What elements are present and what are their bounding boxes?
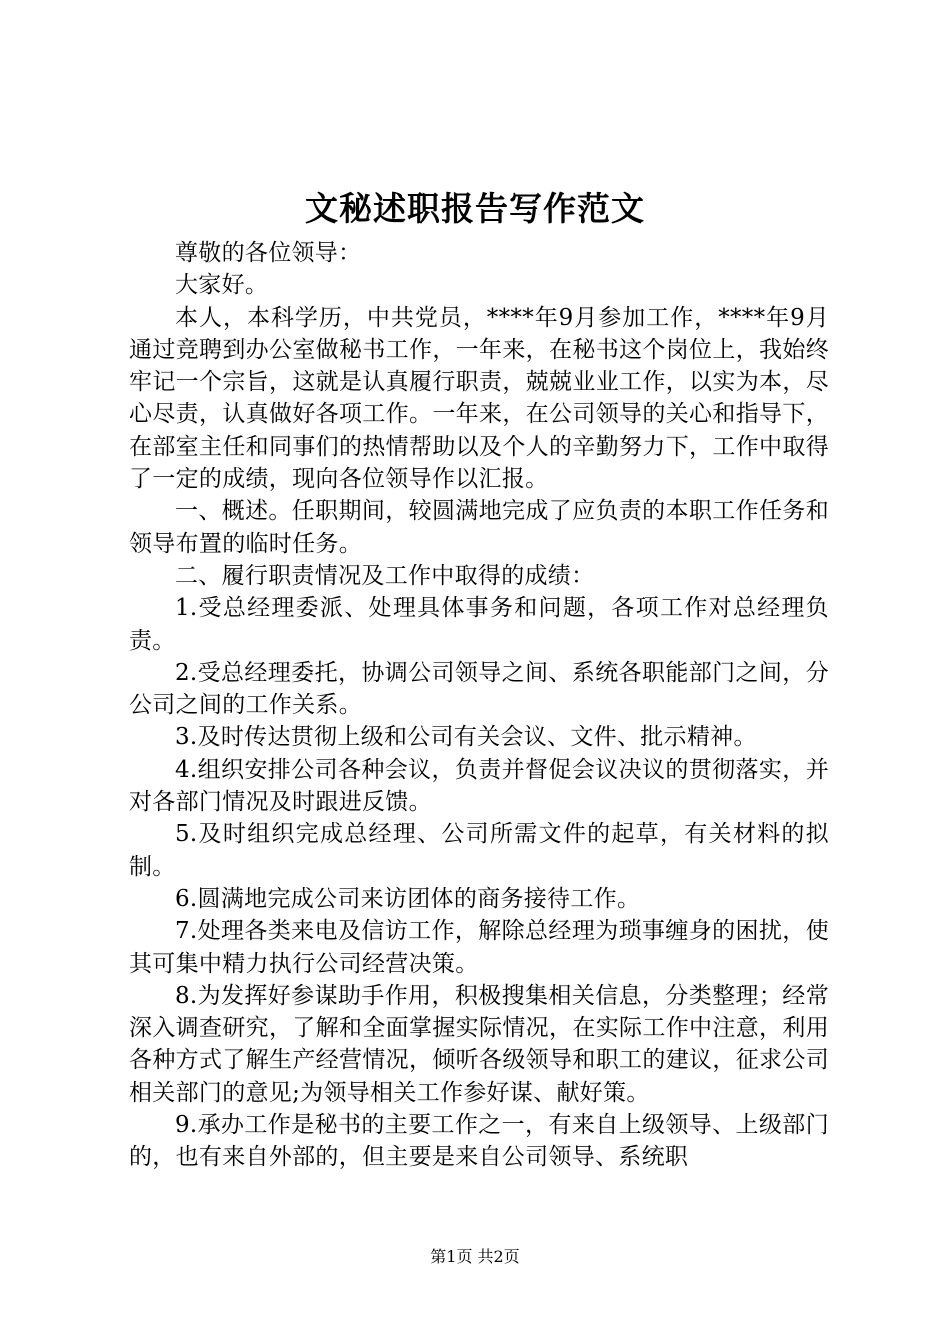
document-body (129, 237, 829, 1174)
document-title: 文秘述职报告写作范文 (305, 189, 645, 228)
paragraph-intro: 本人，本科学历，中共党员，****年9月参加工作，****年9月通过竞聘到办公室做秘书工作，一年来，在秘书这个岗位上，我始终牢记一个宗旨，这就是认真履行职责，兢兢业业工作，以实为本，尽心尽责，认真做好各项工作。一年来，在公司领导的关心和指导下，在部室主任和同事们的热情帮助以及个人的辛勤努力下，工作中取得了一定的成绩，现向各位领导作以汇报。 (129, 304, 829, 493)
paragraph-section-heading: 二、履行职责情况及工作中取得的成绩： (175, 562, 595, 589)
list-item: 7.处理各类来电及信访工作，解除总经理为琐事缠身的困扰，使其可集中精力执行公司经营决策。 (129, 918, 829, 977)
list-item: 4.组织安排公司各种会议，负责并督促会议决议的贯彻落实，并对各部门情况及时跟进反馈。 (129, 756, 829, 816)
list-item: 5.及时组织完成总经理、公司所需文件的起草，有关材料的拟制。 (129, 821, 829, 880)
greeting: 大家好。 (175, 272, 269, 299)
list-item: 2.受总经理委托，协调公司领导之间、系统各职能部门之间，分公司之间的工作关系。 (129, 659, 829, 719)
salutation: 尊敬的各位领导： (175, 240, 362, 266)
page-number-footer: 第1页 共2页 (430, 1247, 520, 1266)
list-item: 1.受总经理委派、处理具体事务和问题，各项工作对总经理负责。 (129, 595, 829, 654)
list-item: 3.及时传达贯彻上级和公司有关会议、文件、批示精神。 (175, 724, 757, 751)
list-item: 6.圆满地完成公司来访团体的商务接待工作。 (175, 885, 641, 912)
list-item: 8.为发挥好参谋助手作用，积极搜集相关信息，分类整理；经常深入调查研究，了解和全面掌握实际情况，在实际工作中注意，利用各种方式了解生产经营情况，倾听各级领导和职工的建议，征求公司相关部门的意见;为领导相关工作参好谋、献好策。 (129, 982, 829, 1106)
list-item: 9.承办工作是秘书的主要工作之一，有来自上级领导、上级部门的，也有来自外部的，但主要是来自公司领导、系统职 (129, 1112, 829, 1171)
paragraph-overview: 一、概述。任职期间，较圆满地完成了应负责的本职工作任务和领导布置的临时任务。 (129, 498, 829, 557)
